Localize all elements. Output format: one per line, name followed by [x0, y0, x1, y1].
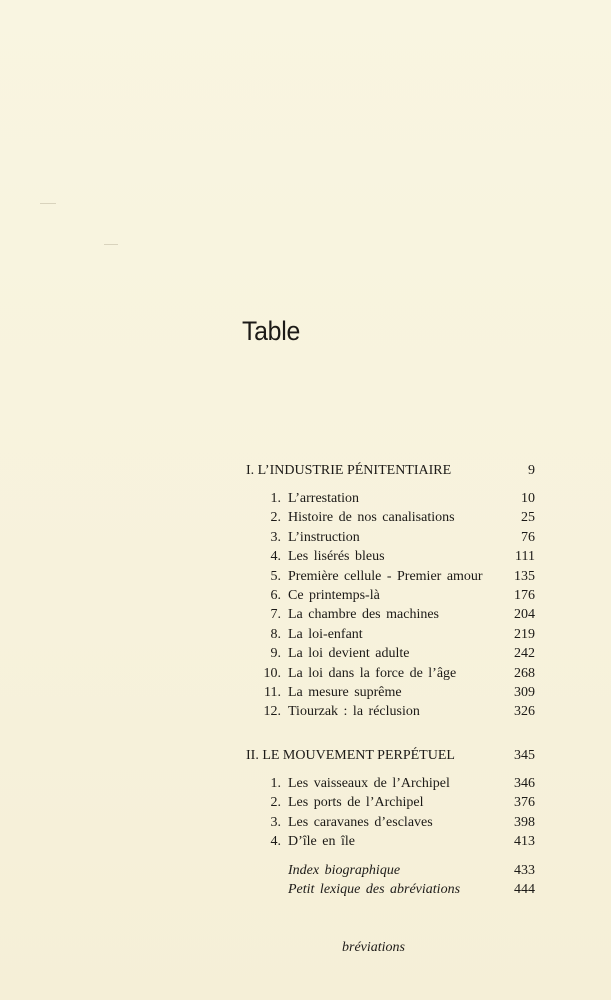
chapter-page: 204 [514, 607, 535, 623]
chapter-title: L’instruction [288, 529, 360, 545]
chapter-number: 11. [264, 685, 281, 700]
chapter-title: Histoire de nos canalisations [288, 510, 455, 526]
appendix-title: Petit lexique des abréviations [288, 882, 461, 897]
paper-mark [40, 203, 56, 204]
chapter-number: 3. [270, 814, 281, 830]
chapter-number: 1. [270, 491, 281, 506]
chapter-title: Les vaisseaux de l’Archipel [288, 776, 450, 791]
chapter-page: 219 [514, 626, 535, 642]
chapter-title: Les lisérés bleus [288, 549, 385, 565]
appendix-page: 433 [514, 863, 535, 878]
chapter-title: D’île en île [288, 834, 355, 850]
chapter-title: Première cellule - Premier amour [288, 568, 483, 584]
chapter-title: La loi dans la force de l’âge [288, 665, 457, 681]
part-page: 9 [528, 463, 535, 478]
paper-mark [104, 244, 118, 245]
chapter-number: 9. [270, 646, 281, 662]
appendix-title: Index biographique [288, 863, 401, 878]
toc-chapter [0, 644, 611, 664]
footer-text: bréviations [342, 940, 405, 955]
chapter-page: 242 [514, 646, 535, 662]
toc-chapter [0, 586, 611, 606]
chapter-page: 326 [514, 704, 535, 720]
appendix-page: 444 [514, 882, 535, 897]
toc-chapter [0, 489, 611, 509]
page-title: Table [242, 316, 301, 346]
chapter-page: 376 [514, 795, 535, 811]
chapter-title: Les ports de l’Archipel [288, 795, 424, 811]
chapter-number: 3. [270, 529, 281, 545]
chapter-number: 8. [270, 626, 281, 642]
chapter-title: La loi devient adulte [288, 646, 410, 662]
part-page: 345 [514, 748, 535, 763]
chapter-page: 346 [514, 776, 535, 791]
toc-part-2 [0, 746, 611, 766]
toc-chapter [0, 774, 611, 794]
chapter-number: 2. [270, 510, 281, 526]
chapter-page: 309 [514, 685, 535, 700]
chapter-number: 7. [270, 607, 281, 623]
chapter-page: 176 [514, 588, 535, 603]
chapter-number: 1. [270, 776, 281, 791]
chapter-page: 398 [514, 814, 535, 830]
chapter-number: 5. [270, 568, 281, 584]
toc-chapter [0, 528, 611, 548]
chapter-title: Tiourzak : la réclusion [288, 704, 420, 720]
toc-chapter [0, 683, 611, 703]
chapter-number: 12. [263, 704, 281, 720]
toc-chapter [0, 547, 611, 567]
toc-chapter [0, 508, 611, 528]
toc-appendix [0, 861, 611, 881]
chapter-page: 268 [514, 665, 535, 681]
toc-chapter [0, 567, 611, 587]
toc-chapter [0, 664, 611, 684]
chapter-title: La loi-enfant [288, 626, 363, 642]
chapter-page: 76 [521, 529, 535, 545]
chapter-title: La mesure suprême [288, 685, 402, 700]
chapter-page: 111 [515, 549, 535, 565]
toc-chapter [0, 605, 611, 625]
chapter-page: 10 [521, 491, 535, 506]
chapter-page: 25 [521, 510, 535, 526]
toc-appendix [0, 880, 611, 900]
toc-chapter [0, 625, 611, 645]
toc-part-1 [0, 461, 611, 481]
chapter-number: 2. [270, 795, 281, 811]
toc-chapter [0, 813, 611, 833]
toc-chapter [0, 793, 611, 813]
toc-chapter [0, 702, 611, 722]
chapter-number: 4. [270, 549, 281, 565]
chapter-title: Ce printemps-là [288, 588, 380, 603]
chapter-title: Les caravanes d’esclaves [288, 814, 433, 830]
chapter-number: 10. [263, 665, 281, 681]
chapter-number: 4. [270, 834, 281, 850]
chapter-title: La chambre des machines [288, 607, 439, 623]
chapter-number: 6. [270, 588, 281, 603]
part-label: II. LE MOUVEMENT PERPÉTUEL [246, 748, 455, 763]
part-label: I. L’INDUSTRIE PÉNITENTIAIRE [246, 463, 452, 478]
chapter-page: 135 [514, 568, 535, 584]
toc-chapter [0, 832, 611, 852]
chapter-page: 413 [514, 834, 535, 850]
chapter-title: L’arrestation [288, 491, 360, 506]
